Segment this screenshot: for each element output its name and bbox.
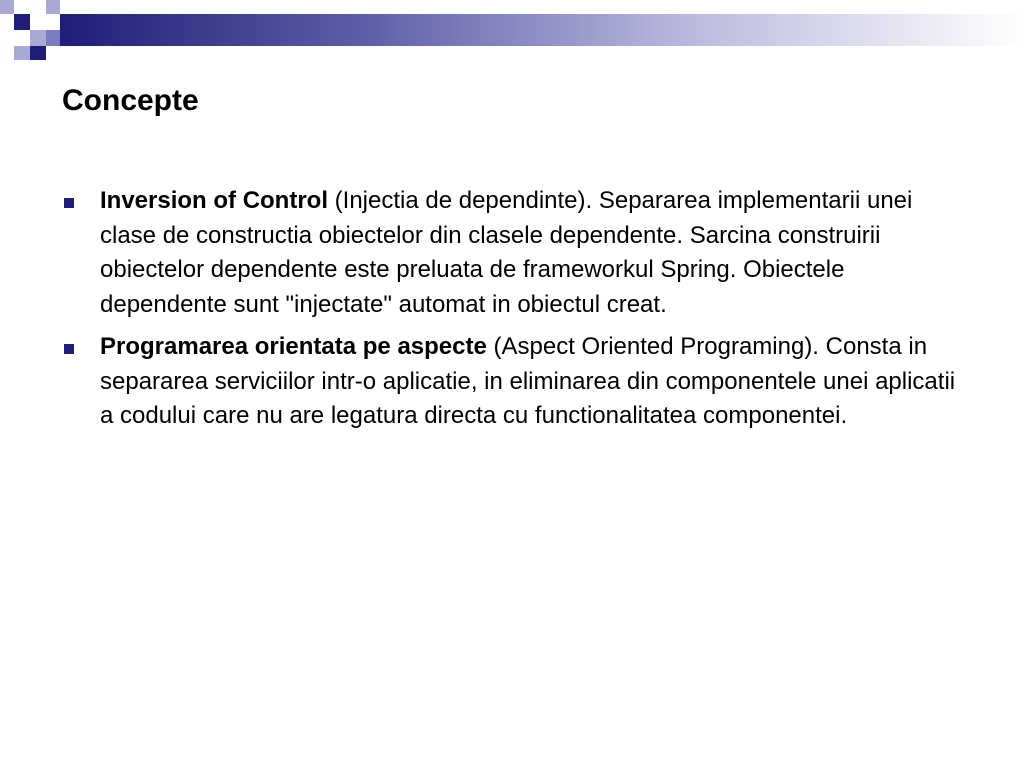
deco-square-mid — [46, 30, 60, 46]
deco-square-navy — [14, 14, 30, 30]
deco-square-light — [46, 0, 60, 14]
deco-square-light — [30, 30, 46, 46]
list-item — [62, 184, 972, 322]
deco-square-light — [14, 46, 30, 60]
gradient-bar — [60, 14, 1024, 46]
bullet-term: Inversion of Control — [100, 187, 328, 214]
bullet-term: Programarea orientata pe aspecte — [100, 333, 487, 360]
header-decoration — [0, 0, 1024, 70]
deco-square-navy — [30, 46, 46, 60]
square-bullet-icon — [64, 344, 74, 354]
square-bullet-icon — [64, 198, 74, 208]
list-item — [62, 330, 972, 434]
bullet-text: (Aspect Oriented Programing). Consta in separarea serviciilor intr-o aplicatie, in eliminarea din componentele unei aplicatii a codului care nu are legatura directa cu functionalitatea componentei. — [100, 333, 956, 429]
deco-square-light — [0, 0, 14, 14]
page-title: Concepte — [62, 84, 199, 117]
bullet-list — [62, 184, 972, 442]
bullet-text: (Injectia de dependinte). Separarea implementarii unei clase de constructia obiectelor din clasele dependente. Sarcina construirii obiectelor dependente este preluata de frameworkul Spring. Obiectele dependente sunt "injectate" automat in obiectul creat. — [100, 187, 913, 318]
